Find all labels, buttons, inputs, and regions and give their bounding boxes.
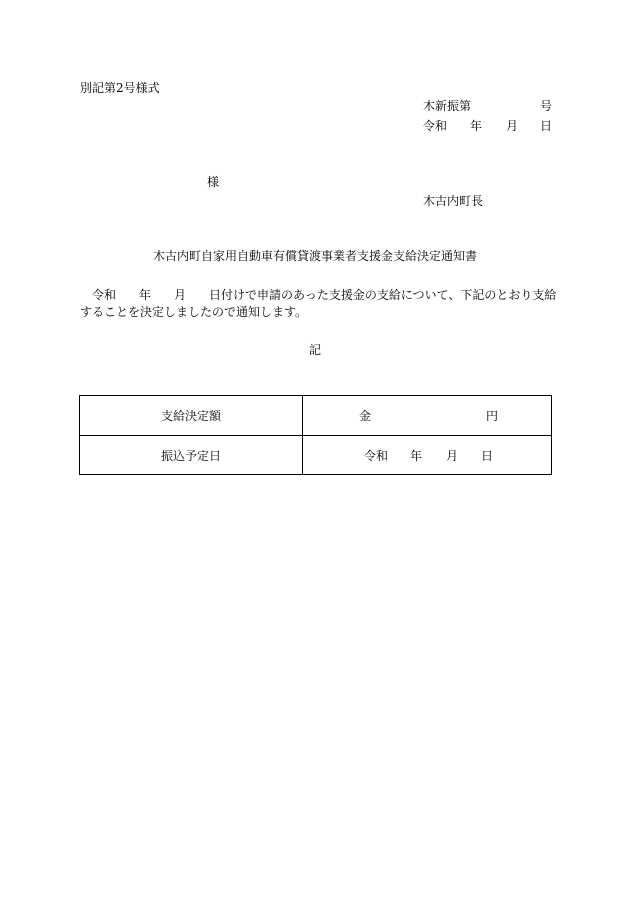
date-day: 日 [540, 119, 553, 133]
transfer-month: 月 [446, 449, 459, 463]
transfer-date-label: 振込予定日 [160, 449, 221, 463]
amount-unit: 円 [486, 409, 499, 423]
body-year: 年 [139, 288, 152, 302]
body-line-2: することを決定しましたので通知します。 [80, 305, 308, 319]
amount-prefix: 金 [359, 409, 372, 423]
date-month: 月 [506, 119, 519, 133]
payment-info-table [79, 395, 552, 475]
addressee-honorific: 様 [207, 175, 220, 189]
transfer-era: 令和 [364, 449, 389, 463]
document-title: 木古内町自家用自動車有償貸渡事業者支援金支給決定通知書 [152, 249, 477, 263]
ki-heading: 記 [308, 343, 321, 357]
transfer-day: 日 [481, 449, 494, 463]
document-number-suffix: 号 [540, 99, 553, 113]
table-row-transfer-date [80, 436, 551, 475]
body-era: 令和 [92, 288, 117, 302]
date-era: 令和 [423, 119, 448, 133]
document-number-label: 木新振第 [423, 99, 472, 113]
body-month: 月 [174, 288, 187, 302]
form-number: 別記第2号様式 [80, 81, 160, 95]
issuer-name: 木古内町長 [423, 194, 484, 208]
body-text-tail: 日付けで申請のあった支援金の支給について、下記のとおり支給 [209, 288, 557, 302]
amount-label: 支給決定額 [160, 409, 221, 423]
date-year: 年 [470, 119, 483, 133]
transfer-year: 年 [410, 449, 423, 463]
table-row-amount [80, 396, 551, 436]
issue-date [423, 119, 553, 189]
